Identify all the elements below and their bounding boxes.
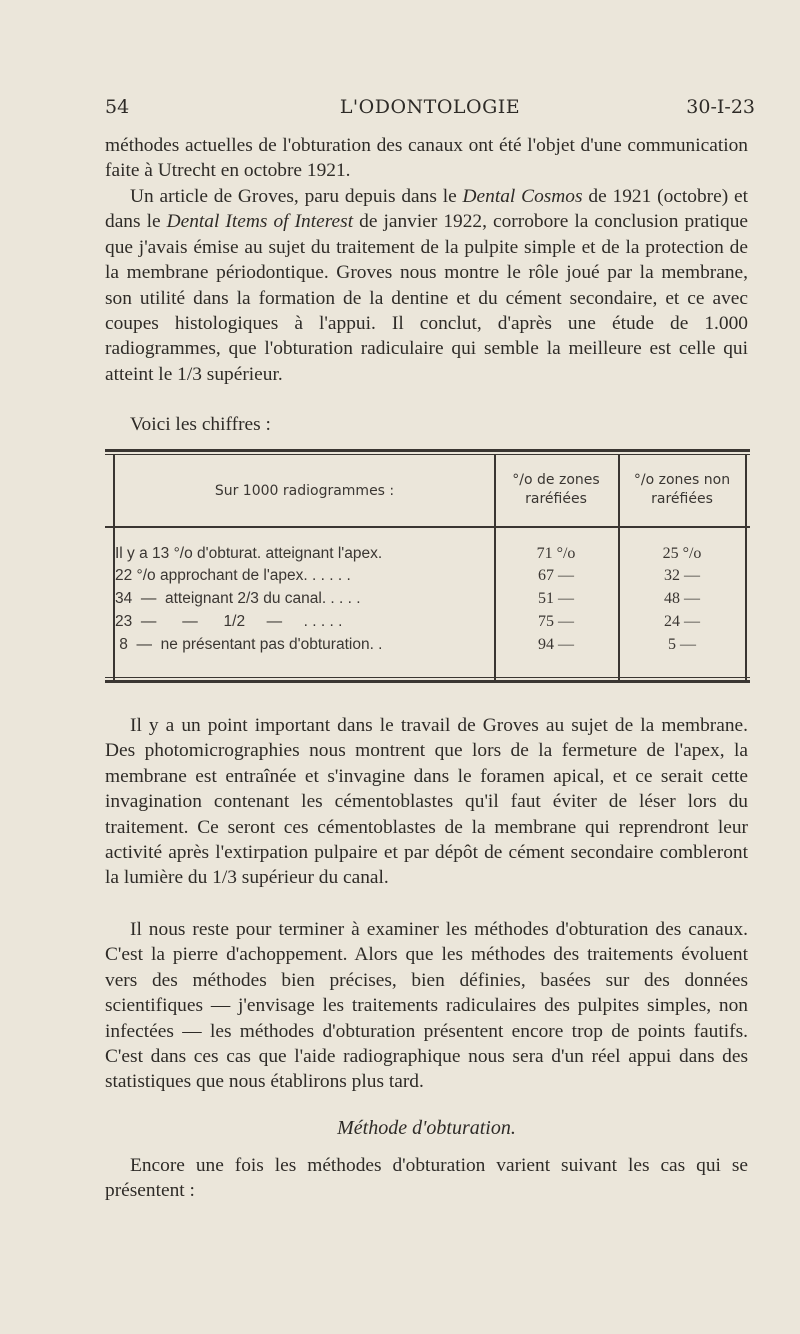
journal-name-dental-cosmos: Dental Cosmos [462, 186, 583, 207]
table-top-rule-thin [105, 454, 750, 455]
header-cell-1: Sur 1000 radiogrammes : [214, 483, 395, 499]
paragraph-2-text-a: Un article de Groves, paru depuis dans le [130, 186, 463, 207]
table-bottom-rule-thin [105, 677, 750, 678]
table-bottom-rule [105, 680, 750, 683]
header-cell-2: °/o de zones raréfiées [512, 472, 600, 507]
table-row [105, 636, 750, 658]
row-label: 23 — — 1/2 — . . . . . [115, 613, 343, 630]
journal-name-dental-items: Dental Items of Interest [166, 211, 354, 233]
running-header [105, 96, 755, 126]
paragraph-5: Il nous reste pour terminer à examiner les méthodes d'obturation des canaux. C'est la pierre d'achoppement. Alors que les méthodes des traitements évoluent vers des méthodes bien précises, bien définies, basées sur des données scientifiques — j'envisage les traitements radiculaires des pulpites simples, non infectées — les méthodes d'obturation présentent encore trop de points fautifs. C'est dans ces cas que l'aide radiographique nous sera d'un réel appui dans des statistiques que nous établirons plus tard. [105, 919, 748, 1093]
table-row [105, 590, 750, 612]
paragraph-2-text-b: de 1921 (octobre) et dans le [105, 186, 749, 233]
header-rule [105, 526, 750, 528]
rarefied-value: 71 °/o [536, 545, 576, 562]
rarefied-value: 51 — [538, 590, 574, 607]
row-label: 8 — ne présentant pas d'obturation. . [115, 636, 383, 653]
table-row [105, 567, 750, 589]
rarefied-value: 94 — [538, 636, 574, 653]
paragraph-1: méthodes actuelles de l'obturation des canaux ont été l'objet d'une communication faite à Utrecht en octobre 1921. [105, 135, 748, 182]
rarefied-value: 67 — [538, 567, 574, 584]
header-cell-3: °/o zones non raréfiées [633, 472, 731, 507]
table-row [105, 613, 750, 635]
paragraph-2 [105, 184, 748, 387]
journal-title: L'ODONTOLOGIE [339, 96, 521, 118]
non-rarefied-value: 32 — [664, 567, 700, 584]
row-label: 22 °/o approchant de l'apex. . . . . . [115, 567, 351, 584]
table-top-rule [105, 449, 750, 452]
statistics-table [105, 449, 750, 686]
page-number: 54 [105, 96, 130, 118]
row-label: Il y a 13 °/o d'obturat. atteignant l'apex. [115, 545, 383, 562]
row-label: 34 — atteignant 2/3 du canal. . . . . [115, 590, 361, 607]
paragraph-2-text-c: de janvier 1922, corrobore la conclusion pratique que j'avais émise au sujet du traitement de la pulpite simple et de la protection de la membrane périodontique. Groves nous montre le rôle joué par la membrane, son utilité dans la formation de la dentine et du cément secondaire, et ce avec coupes histologiques à l'appui. Il conclut, d'après une étude de 1.000 radiogrammes, que l'obturation radiculaire qui semble la meilleure est celle qui atteint le 1/3 supérieur. [105, 211, 748, 385]
table-row [105, 545, 750, 567]
non-rarefied-value: 48 — [664, 590, 700, 607]
issue-date: 30-I-23 [686, 96, 755, 118]
paragraph-6: Encore une fois les méthodes d'obturation varient suivant les cas qui se présentent : [105, 1155, 748, 1202]
paragraph-4: Il y a un point important dans le travail de Groves au sujet de la membrane. Des photomicrographies nous montrent que lors de la fermeture de l'apex, la membrane est entraînée et s'invagine dans le foramen apical, et ce serait cette invagination contenant les cémentoblastes qu'il faut éviter de léser lors du traitement. Ce seront ces cémentoblastes de la membrane qui reprendront leur activité après l'extirpation pulpaire et par dépôt de cément secondaire combleront la lumière du 1/3 supérieur du canal. [105, 715, 748, 889]
section-heading: Méthode d'obturation. [337, 1117, 516, 1139]
non-rarefied-value: 24 — [664, 613, 700, 630]
non-rarefied-value: 25 °/o [662, 545, 702, 562]
rarefied-value: 75 — [538, 613, 574, 630]
non-rarefied-value: 5 — [668, 636, 696, 653]
paragraph-3: Voici les chiffres : [130, 414, 271, 435]
